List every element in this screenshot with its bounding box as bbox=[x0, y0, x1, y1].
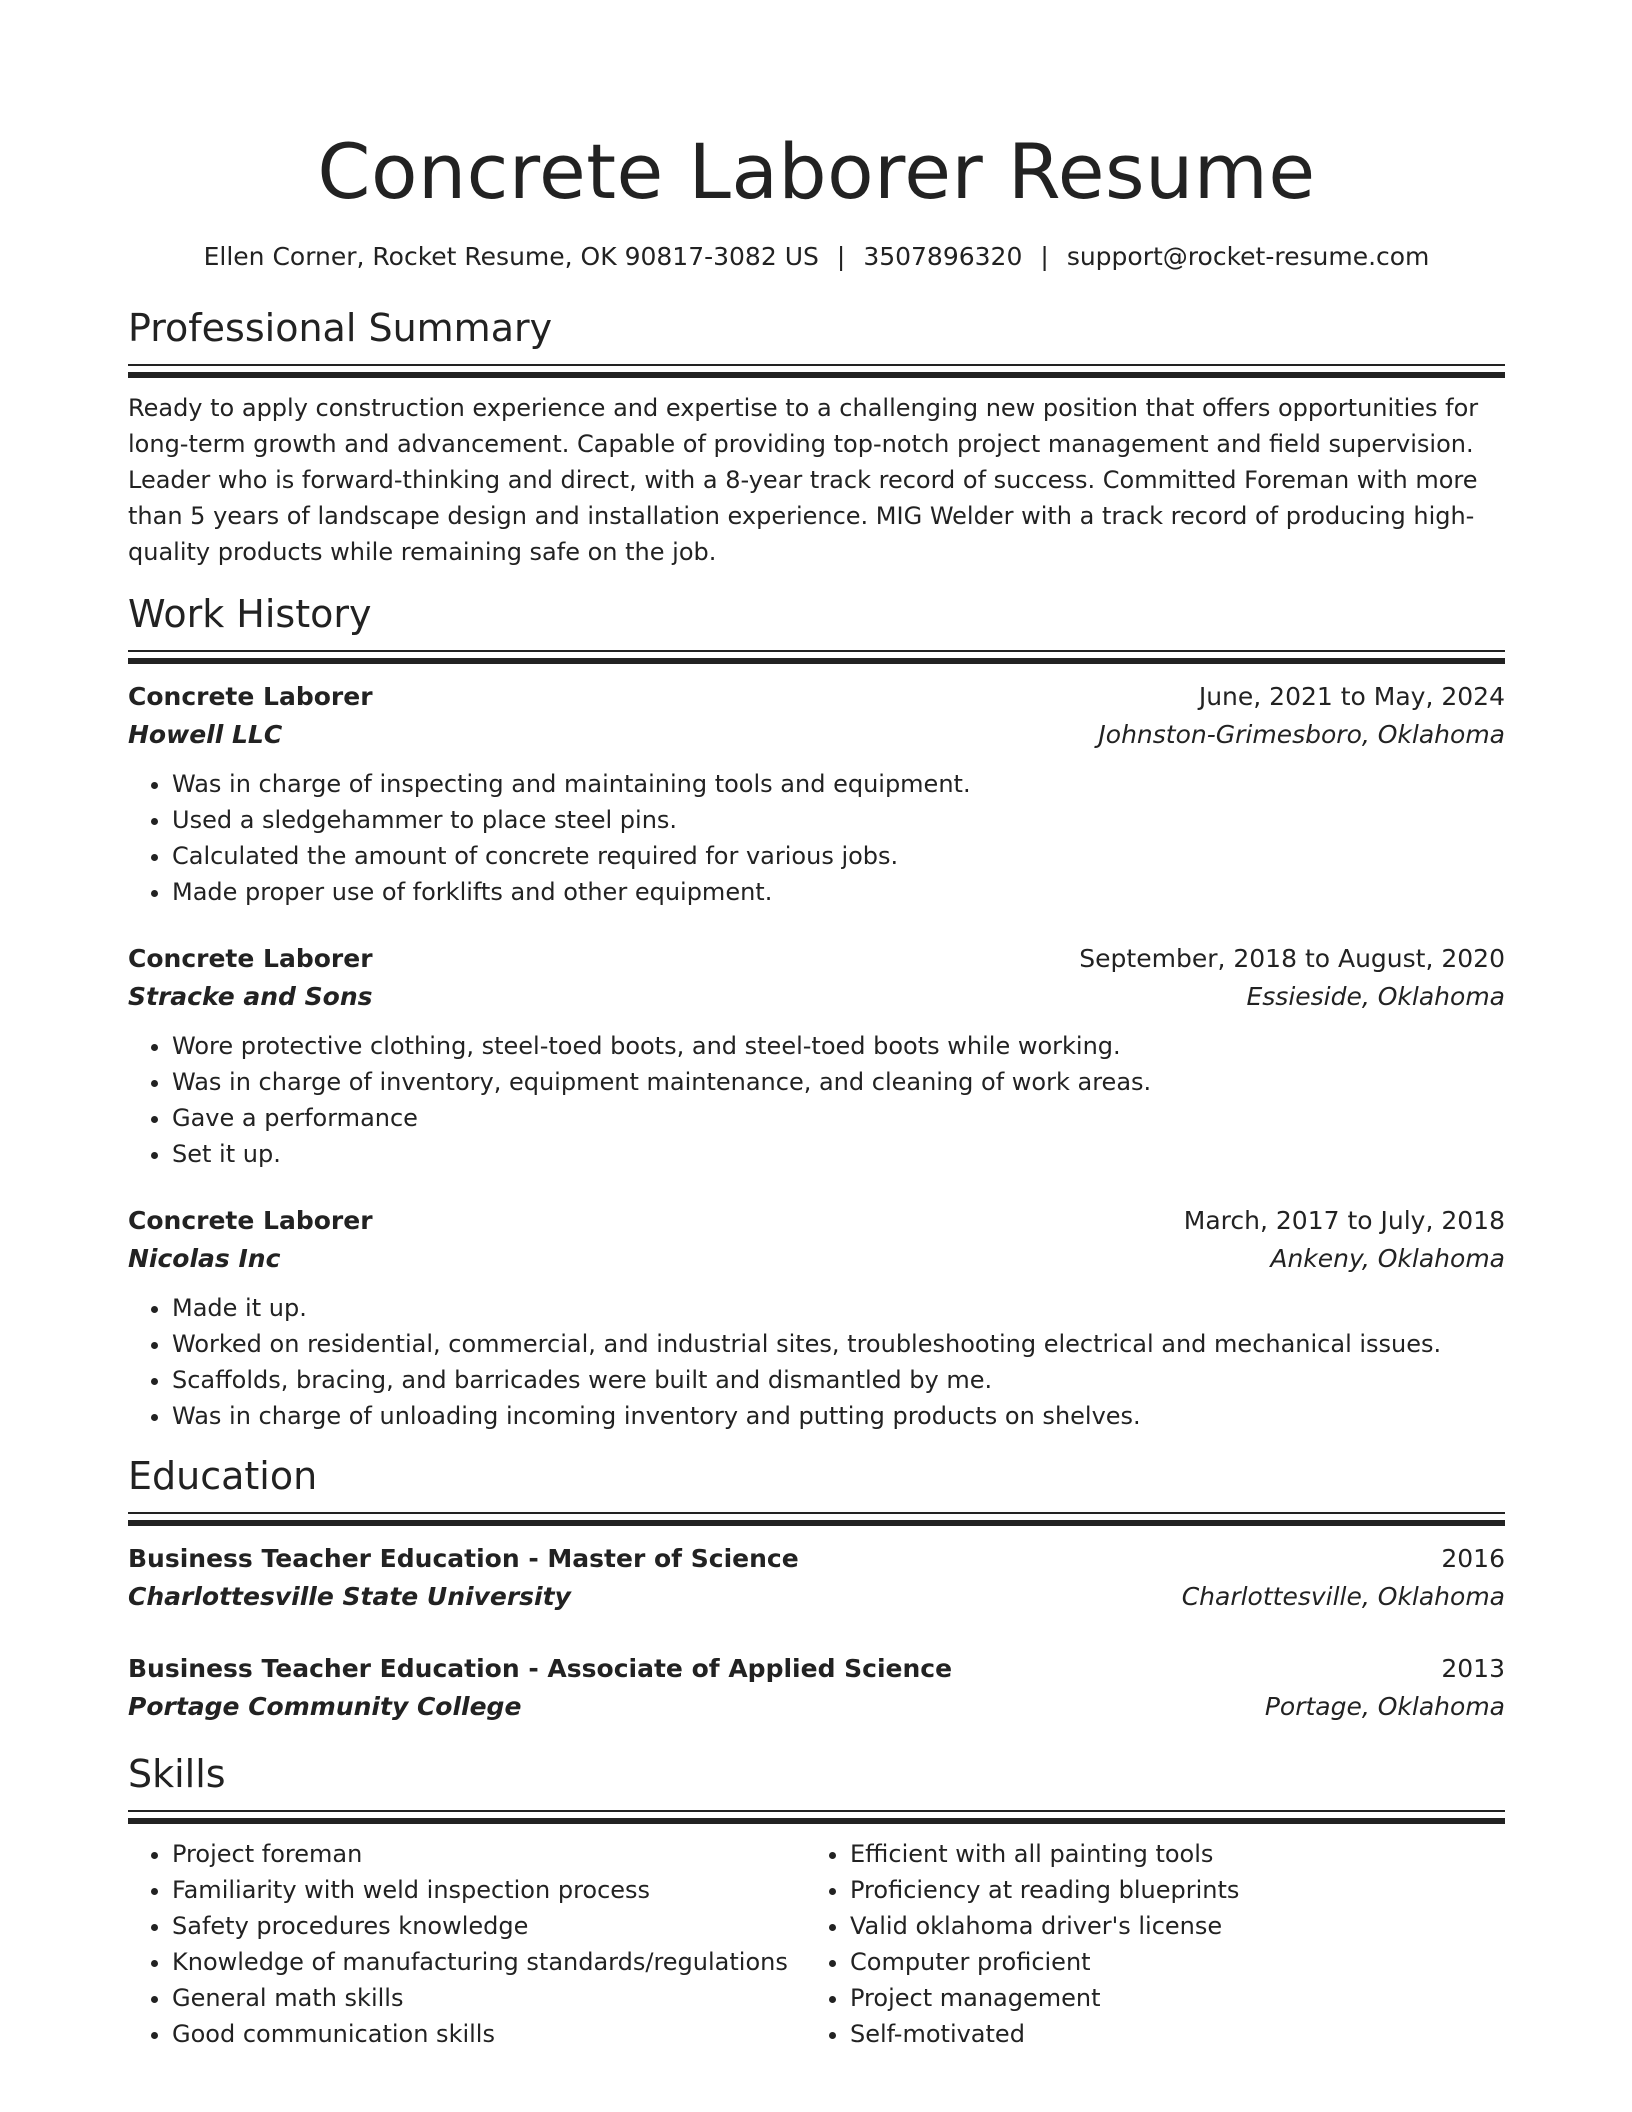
job-dates: March, 2017 to July, 2018 bbox=[1183, 1206, 1505, 1235]
skills-list bbox=[128, 1836, 1505, 2052]
list-item: • Made proper use of forklifts and other equipment. bbox=[172, 874, 1505, 910]
list-item: • Self-motivated bbox=[850, 2016, 1450, 2052]
list-item: • Gave a performance bbox=[172, 1100, 1505, 1136]
education-entry bbox=[128, 1540, 1505, 1616]
list-item: • Valid oklahoma driver's license bbox=[850, 1908, 1450, 1944]
list-item: • General math skills bbox=[172, 1980, 806, 2016]
list-item: • Knowledge of manufacturing standards/regulations bbox=[172, 1944, 806, 1980]
skills-column-right bbox=[806, 1836, 1450, 2052]
skills-column-left bbox=[128, 1836, 806, 2052]
education-section bbox=[128, 1452, 1505, 1726]
list-item: • Calculated the amount of concrete required for various jobs. bbox=[172, 838, 1505, 874]
list-item: • Was in charge of inventory, equipment maintenance, and cleaning of work areas. bbox=[172, 1064, 1505, 1100]
job-title: Concrete Laborer bbox=[128, 944, 373, 973]
list-item: • Efficient with all painting tools bbox=[850, 1836, 1450, 1872]
summary-text: Ready to apply construction experience and expertise to a challenging new position that offers opportunities for long-term growth and advancement. Capable of providing top-notch project management and field supervision. Leader who is forward-thinking and direct, with a 8-year track record of success. Committed Foreman with more than 5 years of landscape design and installation experience. MIG Welder with a track record of producing high-quality products while remaining safe on the job. bbox=[128, 394, 1479, 566]
resume-title: Concrete Laborer Resume bbox=[317, 127, 1316, 216]
list-item: • Wore protective clothing, steel-toed boots, and steel-toed boots while working. bbox=[172, 1028, 1505, 1064]
school-name: Charlottesville State University bbox=[128, 1582, 571, 1611]
degree-name: Business Teacher Education - Master of Science bbox=[128, 1544, 799, 1573]
job-title: Concrete Laborer bbox=[128, 682, 373, 711]
school-location: Charlottesville, Oklahoma bbox=[1181, 1582, 1505, 1611]
list-item: • Safety procedures knowledge bbox=[172, 1908, 806, 1944]
job-entry bbox=[128, 1202, 1505, 1434]
job-dates: June, 2021 to May, 2024 bbox=[1198, 682, 1505, 711]
skills-section bbox=[128, 1750, 1505, 2052]
job-location: Essieside, Oklahoma bbox=[1246, 982, 1505, 1011]
section-divider bbox=[128, 1810, 1505, 1824]
list-item: • Project management bbox=[850, 1980, 1450, 2016]
list-item: • Good communication skills bbox=[172, 2016, 806, 2052]
contact-phone: 3507896320 bbox=[863, 242, 1023, 271]
section-divider bbox=[128, 650, 1505, 664]
list-item: • Project foreman bbox=[172, 1836, 806, 1872]
list-item: • Computer proficient bbox=[850, 1944, 1450, 1980]
job-location: Johnston-Grimesboro, Oklahoma bbox=[1098, 720, 1505, 749]
section-divider bbox=[128, 364, 1505, 378]
job-bullets bbox=[128, 766, 1505, 910]
list-item: • Proficiency at reading blueprints bbox=[850, 1872, 1450, 1908]
contact-separator: | bbox=[1040, 242, 1049, 271]
job-company: Nicolas Inc bbox=[128, 1244, 281, 1273]
job-company: Howell LLC bbox=[128, 720, 283, 749]
job-title: Concrete Laborer bbox=[128, 1206, 373, 1235]
job-bullets bbox=[128, 1290, 1505, 1434]
summary-section bbox=[128, 304, 1505, 570]
job-location: Ankeny, Oklahoma bbox=[1270, 1244, 1505, 1273]
job-bullets bbox=[128, 1028, 1505, 1172]
list-item: • Used a sledgehammer to place steel pins. bbox=[172, 802, 1505, 838]
school-name: Portage Community College bbox=[128, 1692, 522, 1721]
graduation-year: 2016 bbox=[1441, 1544, 1505, 1573]
list-item: • Worked on residential, commercial, and industrial sites, troubleshooting electrical and mechanical issues. bbox=[172, 1326, 1505, 1362]
job-entry bbox=[128, 940, 1505, 1172]
list-item: • Was in charge of inspecting and maintaining tools and equipment. bbox=[172, 766, 1505, 802]
section-heading-work-history: Work History bbox=[128, 592, 372, 636]
job-company: Stracke and Sons bbox=[128, 982, 373, 1011]
section-heading-skills: Skills bbox=[128, 1752, 226, 1796]
work-history-section bbox=[128, 590, 1505, 1434]
contact-email: support@rocket-resume.com bbox=[1066, 242, 1430, 271]
section-heading-education: Education bbox=[128, 1454, 318, 1498]
list-item: • Made it up. bbox=[172, 1290, 1505, 1326]
list-item: • Familiarity with weld inspection process bbox=[172, 1872, 806, 1908]
job-entry bbox=[128, 678, 1505, 910]
contact-separator: | bbox=[836, 242, 846, 271]
section-heading-summary: Professional Summary bbox=[128, 306, 553, 350]
contact-address: Ellen Corner, Rocket Resume, OK 90817-3082 US bbox=[203, 242, 819, 271]
education-entry bbox=[128, 1650, 1505, 1726]
list-item: • Was in charge of unloading incoming inventory and putting products on shelves. bbox=[172, 1398, 1505, 1434]
job-dates: September, 2018 to August, 2020 bbox=[1079, 944, 1505, 973]
list-item: • Scaffolds, bracing, and barricades were built and dismantled by me. bbox=[172, 1362, 1505, 1398]
school-location: Portage, Oklahoma bbox=[1264, 1692, 1505, 1721]
graduation-year: 2013 bbox=[1441, 1654, 1505, 1683]
degree-name: Business Teacher Education - Associate of Applied Science bbox=[128, 1654, 953, 1683]
contact-line bbox=[128, 240, 1505, 274]
section-divider bbox=[128, 1512, 1505, 1526]
resume-page bbox=[128, 0, 1505, 2052]
list-item: • Set it up. bbox=[172, 1136, 1505, 1172]
